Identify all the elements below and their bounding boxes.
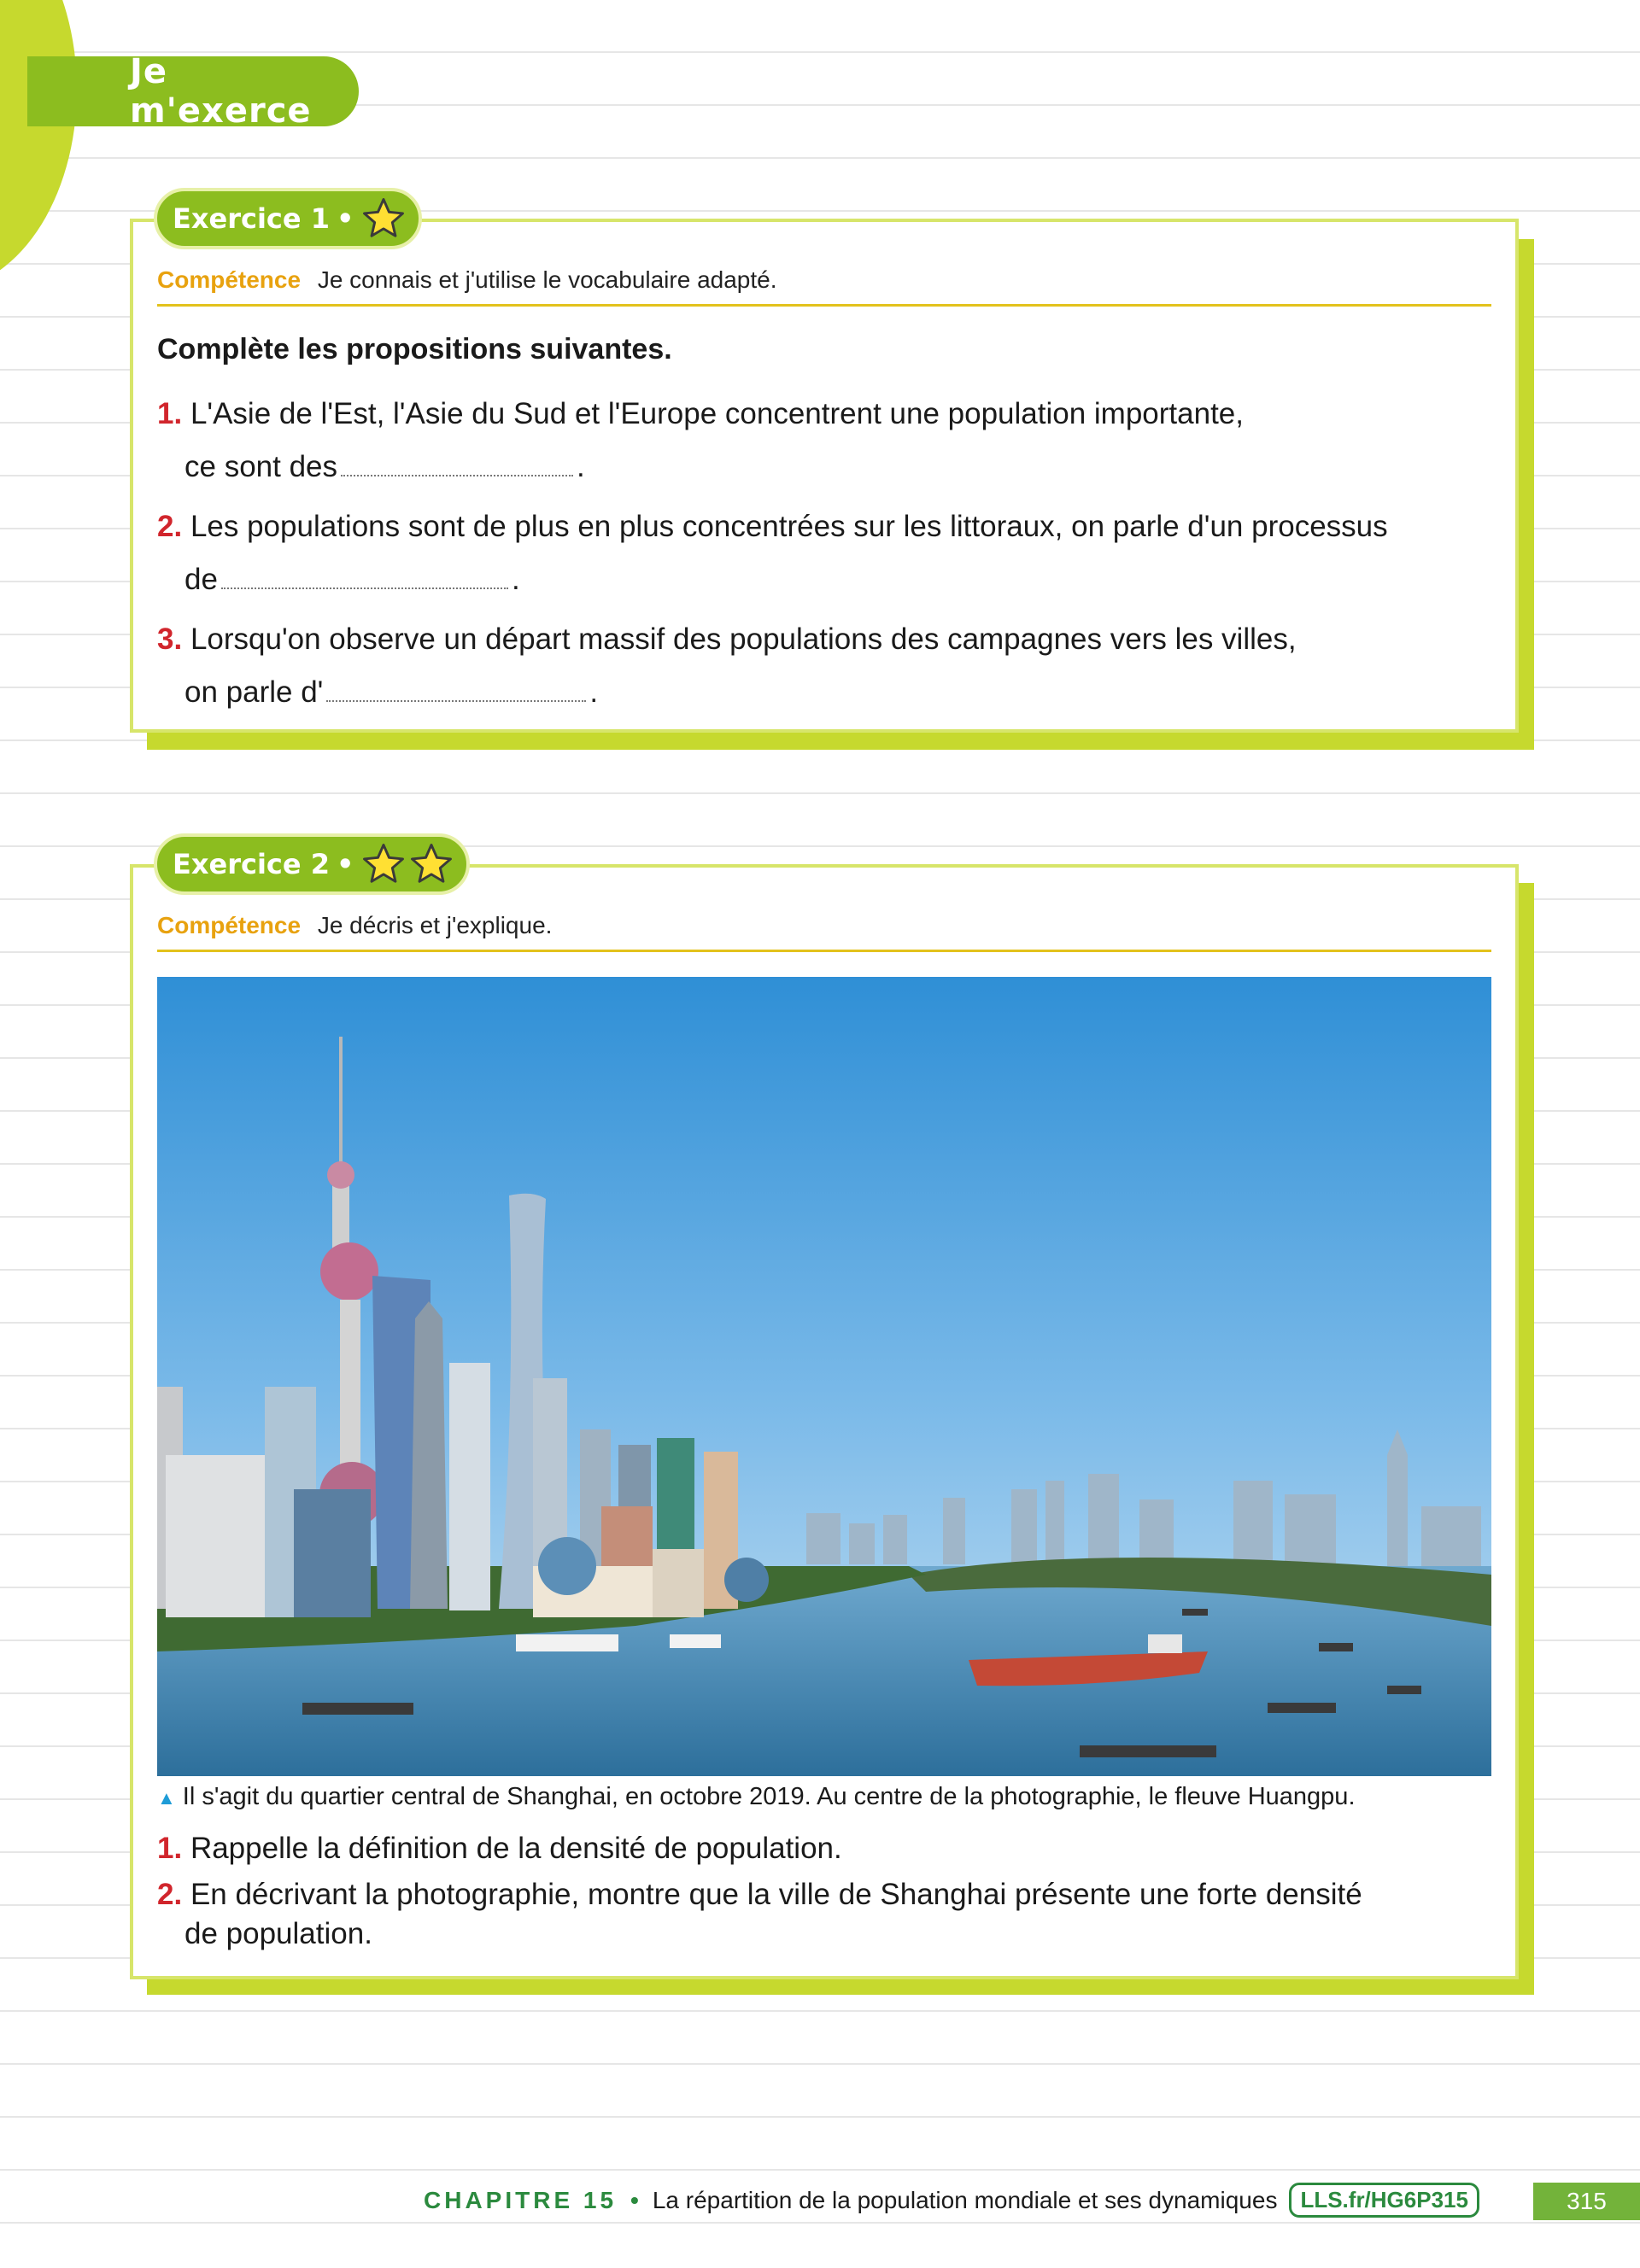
- question-number: 1.: [157, 1832, 183, 1865]
- question-text-cont: ce sont des: [184, 450, 337, 483]
- section-title: Je m'exerce: [130, 52, 312, 131]
- exercise2-title: Exercice 2: [173, 848, 330, 880]
- exercise1-question-1: [157, 388, 1244, 494]
- star-icon: [360, 196, 407, 242]
- question-text: Les populations sont de plus en plus concentrées sur les littoraux, on parle d'un processus: [190, 510, 1388, 543]
- question-number: 1.: [157, 397, 183, 430]
- lls-link[interactable]: LLS.fr/HG6P315: [1289, 2183, 1479, 2218]
- question-number: 2.: [157, 1878, 183, 1911]
- answer-blank[interactable]: [326, 676, 586, 702]
- photo-caption: [157, 1783, 1356, 1811]
- chapter-label: CHAPITRE 15: [424, 2186, 618, 2213]
- competence-text: Je décris et j'explique.: [317, 912, 553, 938]
- question-text: L'Asie de l'Est, l'Asie du Sud et l'Europe concentrent une population importante,: [190, 397, 1244, 430]
- question-text: Lorsqu'on observe un départ massif des populations des campagnes vers les villes,: [190, 623, 1297, 656]
- question-end: .: [511, 563, 520, 596]
- exercise1-question-2: [157, 500, 1388, 606]
- question-text-cont: de: [184, 563, 218, 596]
- question-text: En décrivant la photographie, montre que la ville de Shanghai présente une forte densité: [190, 1878, 1362, 1911]
- question-number: 2.: [157, 510, 183, 543]
- exercise1-bullet: •: [337, 202, 354, 235]
- exercise2-competence: [157, 912, 1491, 952]
- question-end: .: [589, 675, 599, 709]
- shanghai-photo: [157, 977, 1491, 1776]
- star-icon: [360, 841, 407, 887]
- question-text: Rappelle la définition de la densité de population.: [190, 1832, 842, 1865]
- exercise1-competence: [157, 266, 1491, 307]
- question-text-cont: de population.: [184, 1917, 372, 1950]
- exercise1-badge: [154, 188, 422, 249]
- question-text-cont: on parle d': [184, 675, 324, 709]
- section-header: [27, 52, 359, 131]
- triangle-up-icon: ▲: [157, 1787, 176, 1809]
- exercise2-badge: [154, 833, 470, 895]
- exercise2-bullet: •: [337, 848, 354, 880]
- exercise1-instruction: Complète les propositions suivantes.: [157, 333, 672, 365]
- competence-text: Je connais et j'utilise le vocabulaire adapté.: [317, 266, 777, 293]
- page-number: 315: [1533, 2183, 1640, 2220]
- exercise1-question-3: [157, 613, 1297, 719]
- page-footer: [424, 2183, 1479, 2218]
- skyline-photo-icon: [157, 977, 1491, 1776]
- answer-blank[interactable]: [341, 451, 573, 476]
- exercise2-question-1: [157, 1827, 842, 1870]
- competence-label: Compétence: [157, 266, 302, 293]
- answer-blank[interactable]: [221, 564, 508, 589]
- chapter-title: La répartition de la population mondiale et ses dynamiques: [652, 2186, 1278, 2213]
- decorative-circle: [0, 0, 77, 290]
- caption-text: Il s'agit du quartier central de Shanghai, en octobre 2019. Au centre de la photographie, le fleuve Huangpu.: [182, 1783, 1356, 1810]
- question-number: 3.: [157, 623, 183, 656]
- exercise2-question-2: [157, 1875, 1362, 1954]
- question-end: .: [577, 450, 585, 483]
- exercise1-title: Exercice 1: [173, 202, 330, 235]
- star-icon: [408, 841, 454, 887]
- competence-label: Compétence: [157, 912, 302, 938]
- footer-separator: •: [630, 2186, 639, 2213]
